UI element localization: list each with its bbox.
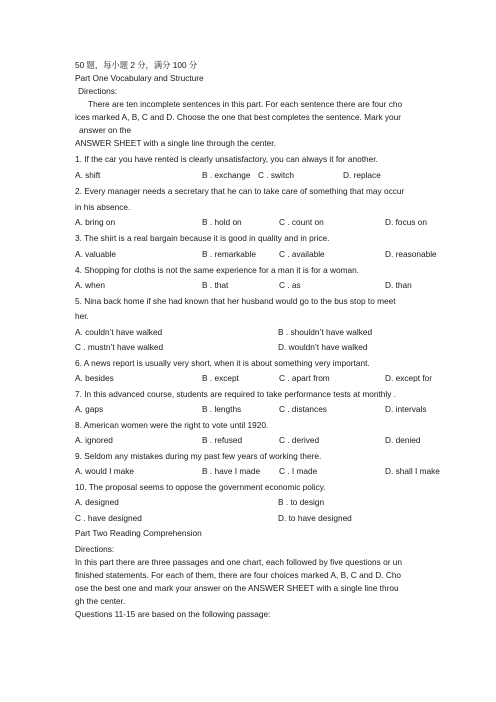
question-stem: 2. Every manager needs a secretary that he can to take care of something that may occur xyxy=(75,186,405,196)
option-c[interactable]: C . available xyxy=(279,249,325,259)
directions-line: There are ten incomplete sentences in this part. For each sentence there are four cho xyxy=(88,99,403,109)
option-a[interactable]: A. when xyxy=(75,280,105,290)
options-row xyxy=(75,497,475,508)
question-stem: 6. A news report is usually very short, when it is about something very important. xyxy=(75,358,370,368)
option-b[interactable]: B . exchange xyxy=(202,170,251,180)
score-line: 50 题，每小题 2 分，满分 100 分 xyxy=(75,60,198,70)
option-c[interactable]: C . have designed xyxy=(75,513,142,523)
options-row xyxy=(75,342,475,353)
option-a[interactable]: A. valuable xyxy=(75,249,117,259)
options-row xyxy=(75,435,475,446)
option-d[interactable]: D. denied xyxy=(385,435,421,445)
option-c[interactable]: C . I made xyxy=(279,466,318,476)
options-row xyxy=(75,373,475,384)
option-a[interactable]: A. would I make xyxy=(75,466,135,476)
option-c[interactable]: C . distances xyxy=(279,404,327,414)
directions-line: In this part there are three passages and one chart, each followed by five questions or un xyxy=(75,557,403,567)
option-b[interactable]: B . lengths xyxy=(202,404,242,414)
question-stem: 8. American women were the right to vote until 1920. xyxy=(75,420,269,430)
option-b[interactable]: B . that xyxy=(202,280,229,290)
options-row xyxy=(75,249,475,260)
option-b[interactable]: B . have I made xyxy=(202,466,261,476)
directions-line: answer on the xyxy=(79,125,132,135)
option-a[interactable]: A. besides xyxy=(75,373,114,383)
option-a[interactable]: A. shift xyxy=(75,170,101,180)
option-b[interactable]: B . refused xyxy=(202,435,243,445)
option-d[interactable]: D. than xyxy=(385,280,412,290)
question-stem: 1. If the car you have rented is clearly unsatisfactory, you can always it for another. xyxy=(75,154,378,164)
option-c[interactable]: C . switch xyxy=(258,170,294,180)
question-stem: in his absence. xyxy=(75,202,131,212)
option-d[interactable]: D. intervals xyxy=(385,404,427,414)
options-row xyxy=(75,327,475,338)
question-stem: 5. Nina back home if she had known that her husband would go to the bus stop to meet xyxy=(75,296,396,306)
question-stem: her. xyxy=(75,311,89,321)
option-d[interactable]: D. replace xyxy=(343,170,381,180)
option-c[interactable]: C . as xyxy=(279,280,301,290)
directions-line: ANSWER SHEET with a single line through the center. xyxy=(75,138,276,148)
options-row xyxy=(75,466,475,477)
questions-intro: Questions 11-15 are based on the following passage: xyxy=(75,609,271,619)
option-c[interactable]: C . apart from xyxy=(279,373,330,383)
option-b[interactable]: B . except xyxy=(202,373,239,383)
option-c[interactable]: C . count on xyxy=(279,217,324,227)
option-a[interactable]: A. designed xyxy=(75,497,119,507)
option-d[interactable]: D. to have designed xyxy=(278,513,352,523)
directions-line: gh the center. xyxy=(75,596,126,606)
option-a[interactable]: A. gaps xyxy=(75,404,104,414)
directions-line: finished statements. For each of them, there are four choices marked A, B, C and D. Cho xyxy=(75,570,402,580)
option-b[interactable]: B . shouldn’t have walked xyxy=(278,327,373,337)
option-b[interactable]: B . hold on xyxy=(202,217,242,227)
option-b[interactable]: B . remarkable xyxy=(202,249,256,259)
option-a[interactable]: A. couldn’t have walked xyxy=(75,327,163,337)
directions-line: ose the best one and mark your answer on the ANSWER SHEET with a single line throu xyxy=(75,583,399,593)
directions-line: ices marked A, B, C and D. Choose the one that best completes the sentence. Mark your xyxy=(75,112,402,122)
options-row xyxy=(75,404,475,415)
option-c[interactable]: C . mustn’t have walked xyxy=(75,342,164,352)
question-stem: 3. The shirt is a real bargain because it is good in quality and in price. xyxy=(75,233,330,243)
option-a[interactable]: A. ignored xyxy=(75,435,113,445)
part-one-title: Part One Vocabulary and Structure xyxy=(75,73,204,83)
option-d[interactable]: D. shall I make xyxy=(385,466,440,476)
question-stem: 9. Seldom any mistakes during my past few years of working there. xyxy=(75,451,322,461)
option-b[interactable]: B . to design xyxy=(278,497,325,507)
options-row xyxy=(75,513,475,524)
option-a[interactable]: A. bring on xyxy=(75,217,116,227)
directions-label: Directions: xyxy=(78,86,118,96)
options-row xyxy=(75,170,475,181)
option-d[interactable]: D. except for xyxy=(385,373,433,383)
part-two-title: Part Two Reading Comprehension xyxy=(75,528,202,538)
options-row xyxy=(75,280,475,291)
option-d[interactable]: D. wouldn’t have walked xyxy=(278,342,368,352)
question-stem: 7. In this advanced course, students are required to take performance tests at monthly . xyxy=(75,389,396,399)
question-stem: 10. The proposal seems to oppose the government economic policy. xyxy=(75,482,326,492)
directions-label: Directions: xyxy=(75,544,115,554)
option-d[interactable]: D. focus on xyxy=(385,217,427,227)
option-d[interactable]: D. reasonable xyxy=(385,249,437,259)
option-c[interactable]: C . derived xyxy=(279,435,320,445)
options-row xyxy=(75,217,475,228)
question-stem: 4. Shopping for cloths is not the same experience for a man it is for a woman. xyxy=(75,265,360,275)
